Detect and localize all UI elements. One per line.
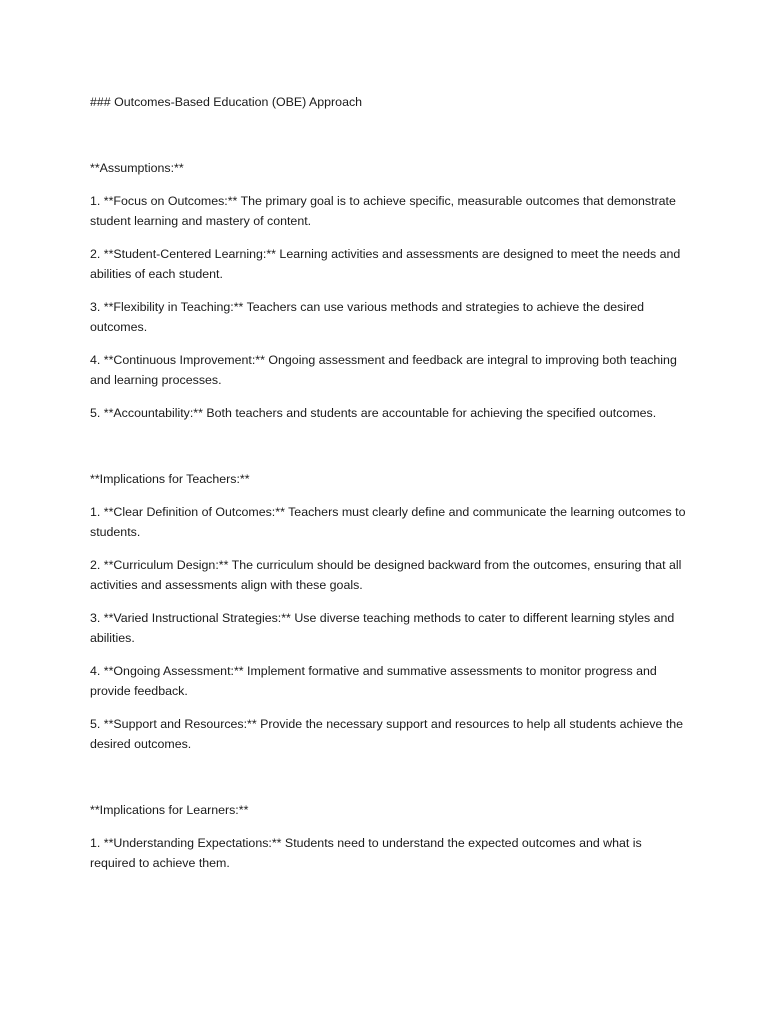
assumptions-title: **Assumptions:** [90, 161, 184, 175]
teacher-implication-item: 1. **Clear Definition of Outcomes:** Teachers must clearly define and communicate the learning outcomes to students. [90, 505, 686, 539]
section-spacer [90, 767, 686, 800]
assumption-item: 5. **Accountability:** Both teachers and students are accountable for achieving the specified outcomes. [90, 406, 657, 420]
teacher-implication-item: 3. **Varied Instructional Strategies:** Use diverse teaching methods to cater to different learning styles and abilities. [90, 611, 675, 645]
document-body [90, 92, 686, 886]
assumption-item: 4. **Continuous Improvement:** Ongoing assessment and feedback are integral to improving both teaching and learning processes. [90, 353, 677, 387]
teacher-implication-item: 4. **Ongoing Assessment:** Implement formative and summative assessments to monitor progress and provide feedback. [90, 664, 657, 698]
document-heading: ### Outcomes-Based Education (OBE) Approach [90, 95, 363, 109]
teacher-implication-item: 2. **Curriculum Design:** The curriculum should be designed backward from the outcomes, ensuring that all activities and assessments align with these goals. [90, 558, 682, 592]
assumption-item: 1. **Focus on Outcomes:** The primary goal is to achieve specific, measurable outcomes that demonstrate student learning and mastery of content. [90, 194, 676, 228]
learner-implication-item: 1. **Understanding Expectations:** Students need to understand the expected outcomes and what is required to achieve them. [90, 836, 642, 870]
section-spacer [90, 436, 686, 469]
teacher-implication-item: 5. **Support and Resources:** Provide the necessary support and resources to help all students achieve the desired outcomes. [90, 717, 684, 751]
teachers-title: **Implications for Teachers:** [90, 472, 250, 486]
assumption-item: 3. **Flexibility in Teaching:** Teachers can use various methods and strategies to achieve the desired outcomes. [90, 300, 644, 334]
assumption-item: 2. **Student-Centered Learning:** Learning activities and assessments are designed to meet the needs and abilities of each student. [90, 247, 681, 281]
learners-title: **Implications for Learners:** [90, 803, 249, 817]
